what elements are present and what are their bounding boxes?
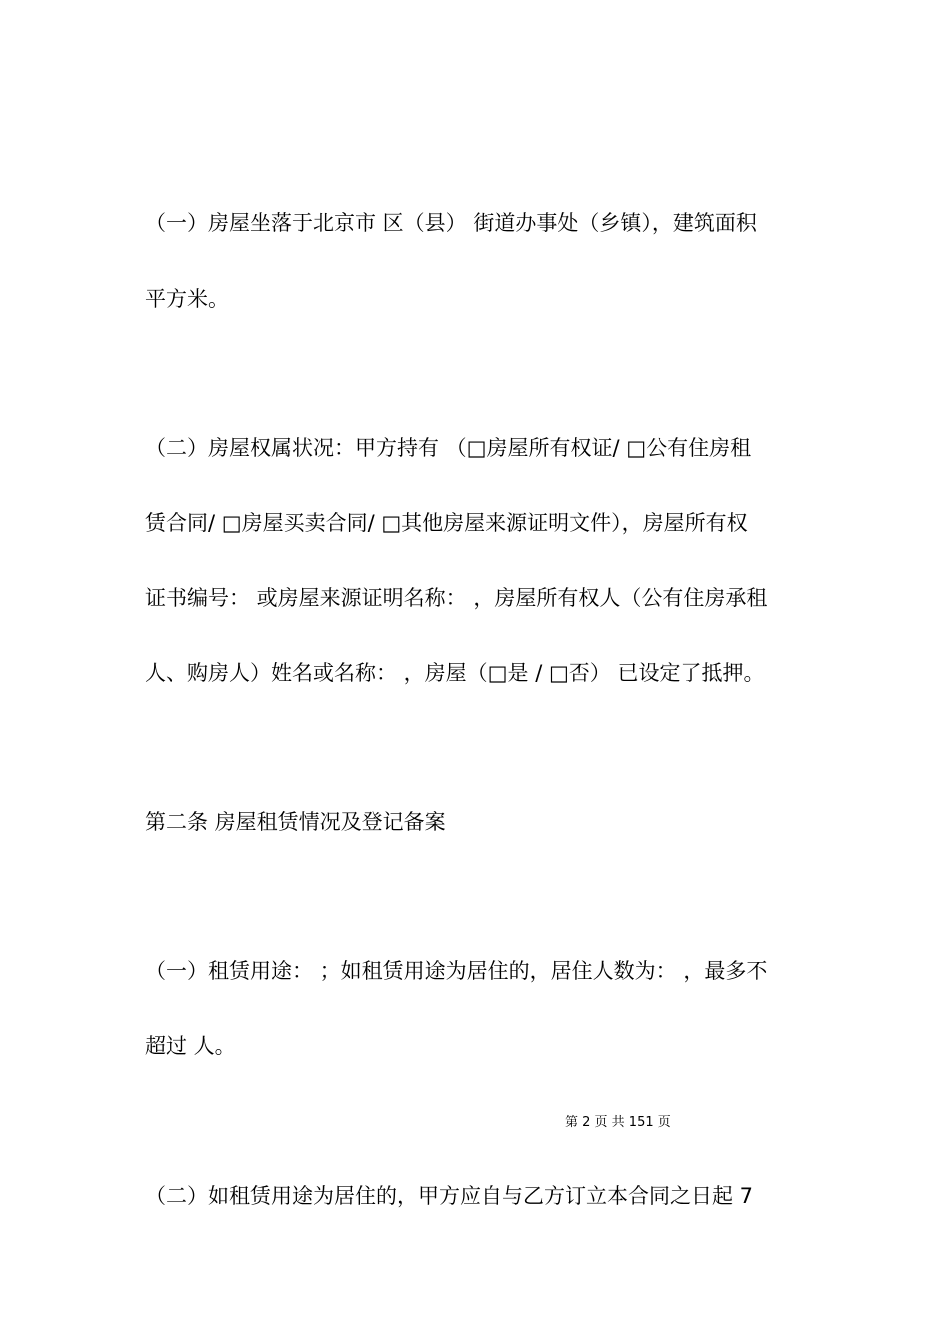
- para2-line4: 人、购房人）姓名或名称： ，房屋（□是 / □否） 已设定了抵押。: [145, 661, 765, 685]
- para3-line2: 超过 人。: [145, 1034, 236, 1058]
- para2-line3: 证书编号： 或房屋来源证明名称： ，房屋所有权人（公有住房承租: [145, 586, 768, 610]
- para2-line1: （二）房屋权属状况：甲方持有 （□房屋所有权证/ □公有住房租: [145, 436, 752, 460]
- para2-line2: 赁合同/ □房屋买卖合同/ □其他房屋来源证明文件），房屋所有权: [145, 511, 748, 535]
- para3-line1: （一）租赁用途： ；如租赁用途为居住的，居住人数为： ，最多不: [145, 959, 768, 983]
- para1-line1: （一）房屋坐落于北京市 区（县） 街道办事处（乡镇），建筑面积: [145, 211, 757, 235]
- article2-heading: 第二条 房屋租赁情况及登记备案: [145, 810, 446, 834]
- page-footer: 第 2 页 共 151 页: [565, 1115, 671, 1130]
- para4-line1: （二）如租赁用途为居住的，甲方应自与乙方订立本合同之日起 7: [145, 1184, 754, 1208]
- para1-line2: 平方米。: [145, 287, 229, 311]
